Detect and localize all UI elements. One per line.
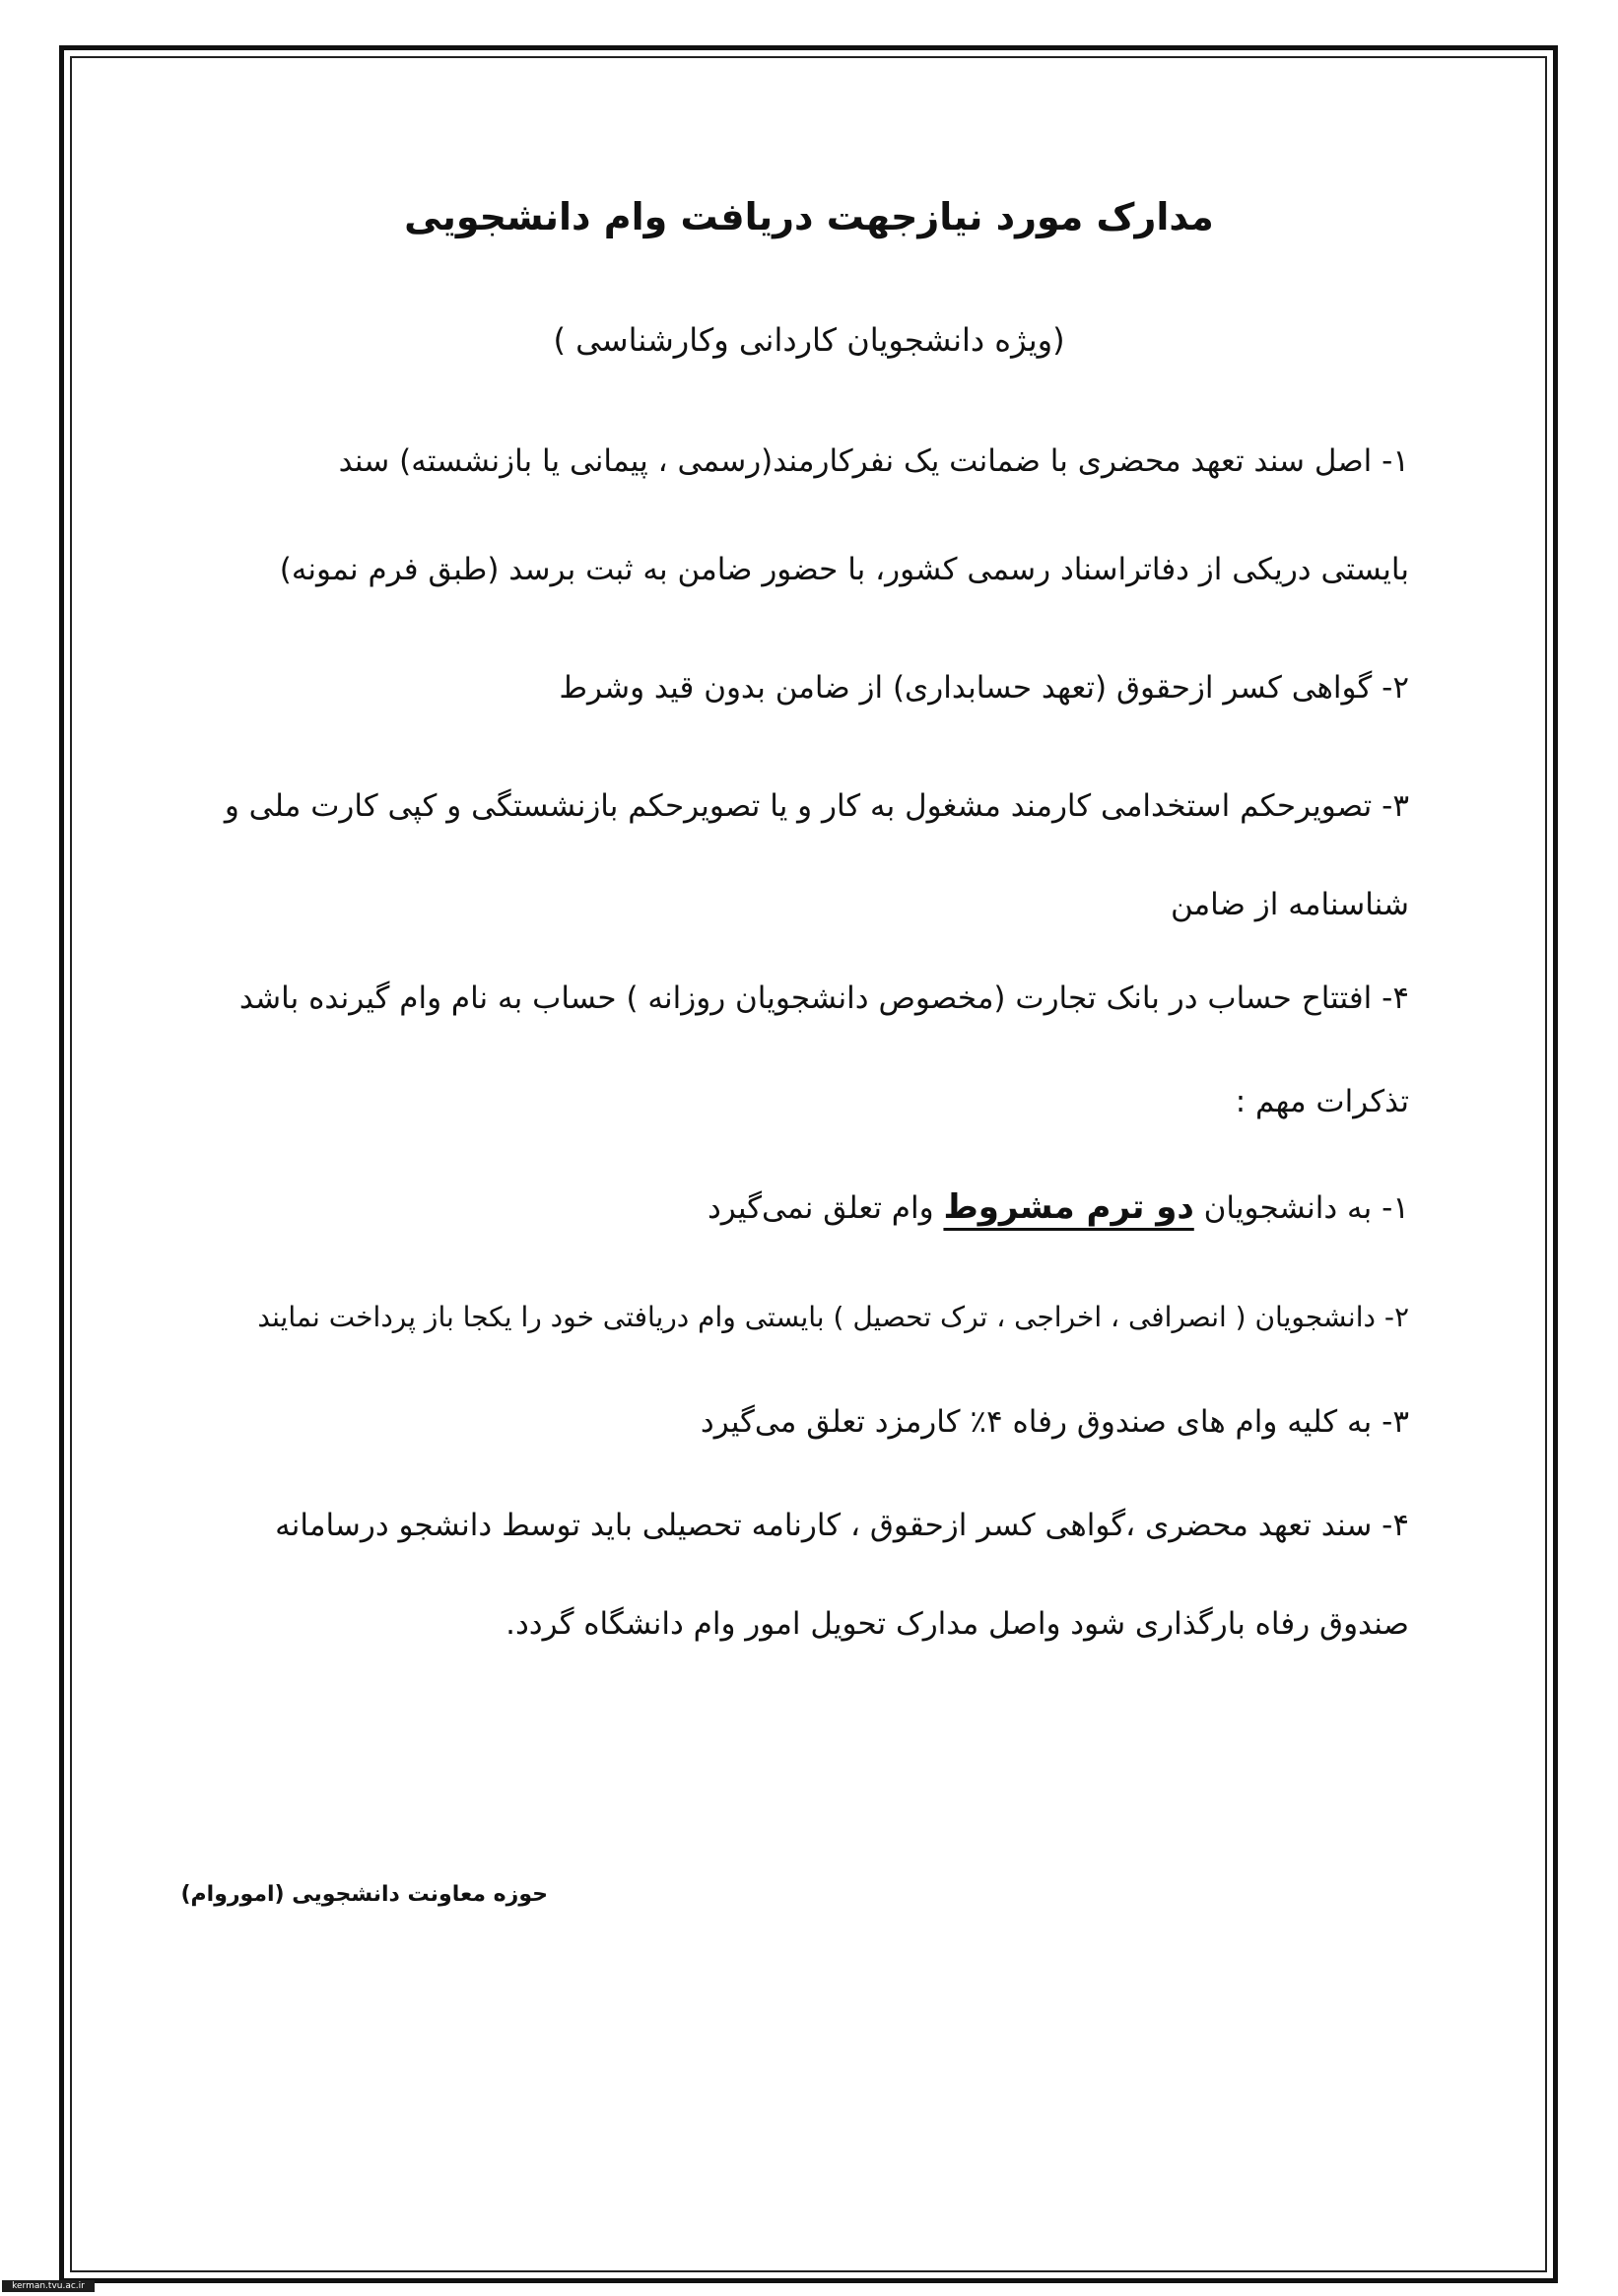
document-title: مدارک مورد نیازجهت دریافت وام دانشجویی	[404, 195, 1214, 238]
note-1-suffix: وام تعلق نمی‌گیرد	[707, 1190, 944, 1226]
signature: حوزه معاونت دانشجویی (اموروام)	[180, 1882, 548, 1907]
note-4-line-2: صندوق رفاه بارگذاری شود واصل مدارک تحویل امور وام دانشگاه گردد.	[506, 1606, 1409, 1642]
note-1-emphasis: دو ترم مشروط	[943, 1187, 1194, 1227]
inner-border	[70, 56, 1547, 2272]
note-4-line-1: ۴- سند تعهد محضری ،گواهی کسر ازحقوق ، کارنامه تحصیلی باید توسط دانشجو درسامانه	[275, 1508, 1409, 1543]
note-3: ۳- به کلیه وام های صندوق رفاه ۴٪ کارمزد تعلق می‌گیرد	[700, 1404, 1409, 1440]
requirement-3-line-1: ۳- تصویرحکم استخدامی کارمند مشغول به کار و یا تصویرحکم بازنشستگی و کپی کارت ملی و	[224, 788, 1409, 824]
site-watermark: kerman.tvu.ac.ir	[2, 2280, 95, 2292]
document-subtitle: (ویژه دانشجویان کاردانی وکارشناسی )	[553, 321, 1065, 359]
note-1-prefix: ۱- به دانشجویان	[1193, 1190, 1409, 1226]
requirement-2: ۲- گواهی کسر ازحقوق (تعهد حسابداری) از ضامن بدون قید وشرط	[559, 670, 1409, 706]
note-2: ۲- دانشجویان ( انصرافی ، اخراجی ، ترک تحصیل ) بایستی وام دریافتی خود را یکجا باز پرداخت نمایند	[257, 1301, 1409, 1333]
requirement-4: ۴- افتتاح حساب در بانک تجارت (مخصوص دانشجویان روزانه ) حساب به نام وام گیرنده باشد	[238, 980, 1409, 1016]
requirement-1-line-1: ۱- اصل سند تعهد محضری با ضمانت یک نفرکارمند(رسمی ، پیمانی یا بازنشسته) سند	[338, 443, 1409, 479]
requirement-1-line-2: بایستی دریکی از دفاتراسناد رسمی کشور، با حضور ضامن به ثبت برسد (طبق فرم نمونه)	[279, 552, 1409, 587]
requirement-3-line-2: شناسنامه از ضامن	[1170, 887, 1409, 922]
note-1	[708, 1187, 1409, 1227]
notes-heading: تذکرات مهم :	[1235, 1084, 1409, 1119]
